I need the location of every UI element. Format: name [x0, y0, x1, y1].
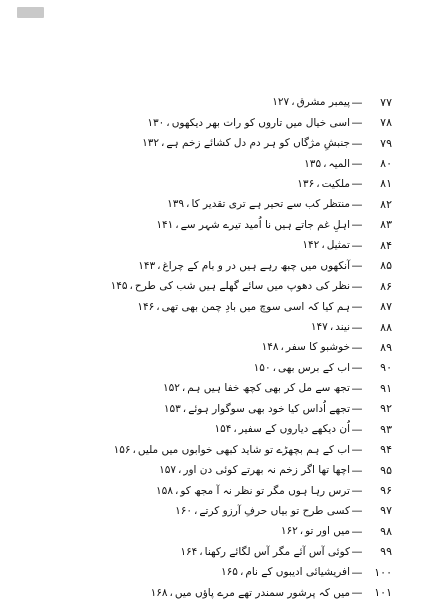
toc-entry: [92, 215, 392, 235]
toc-entry: [92, 542, 392, 562]
entry-separator: ،: [175, 218, 179, 231]
entry-dash: —: [351, 238, 363, 252]
entry-separator: ،: [181, 382, 186, 395]
entry-title: پیمبر مشرق: [296, 96, 350, 109]
entry-number: ۸۸: [380, 320, 392, 334]
entry-page: ۱۳۰: [147, 116, 165, 129]
entry-dash: —: [351, 545, 363, 559]
toc-entry: [92, 419, 392, 439]
entry-separator: ،: [321, 239, 325, 252]
entry-page: ۱۴۵: [110, 280, 128, 293]
toc-entry: [92, 92, 392, 112]
entry-number: ۹۵: [380, 463, 392, 477]
entry-title: اہلِ غم جاتے ہیں نا اُمید تیرے شہر سے: [180, 218, 350, 231]
entry-separator: ،: [182, 402, 187, 415]
entry-separator: ،: [157, 259, 161, 272]
entry-dash: —: [351, 422, 363, 436]
entry-title: تجھے اُداس کیا خود بھی سوگوار ہوئے: [188, 402, 350, 415]
entry-page: ۱۵۸: [156, 484, 173, 497]
toc-entry: [92, 256, 392, 276]
entry-separator: ،: [329, 321, 334, 334]
entry-dash: —: [351, 402, 363, 416]
entry-dash: —: [351, 565, 363, 579]
entry-dash: —: [351, 300, 363, 314]
entry-number: ۹۷: [380, 504, 392, 518]
entry-title: المیہ: [328, 157, 350, 170]
entry-number: ۷۸: [380, 116, 392, 130]
entry-page: ۱۶۰: [175, 504, 193, 517]
toc-entry: [92, 562, 392, 582]
entry-page: ۱۵۷: [159, 464, 176, 477]
entry-title: کوئی آس آئے مگر آس لگائے رکھنا: [204, 545, 350, 558]
entry-number: ۹۴: [380, 443, 392, 457]
entry-number: ۸۷: [380, 300, 392, 314]
entry-page: ۱۶۲: [280, 525, 298, 538]
entry-number: ۹۶: [380, 484, 392, 498]
entry-page: ۱۴۱: [156, 218, 174, 231]
entry-separator: ،: [132, 443, 136, 456]
toc-entry: [92, 439, 392, 459]
entry-dash: —: [351, 116, 363, 130]
entry-title: آنکھوں میں چبھ رہے ہیں در و بام کے چراغ: [162, 259, 350, 272]
entry-page: ۱۵۰: [253, 361, 271, 374]
entry-number: ۸۱: [380, 177, 392, 191]
entry-separator: ،: [194, 504, 198, 517]
entry-page: ۱۳۲: [142, 137, 160, 150]
entry-page: ۱۵۶: [113, 443, 131, 456]
entry-separator: ،: [239, 566, 244, 579]
entry-dash: —: [351, 361, 363, 375]
entry-number: ۹۸: [380, 524, 392, 538]
entry-page: ۱۵۴: [214, 423, 232, 436]
entry-title: میں کہ پرشور سمندر تھے مرے پاؤں میں: [174, 586, 350, 599]
entry-page: ۱۴۸: [261, 341, 279, 354]
entry-title: اب کے ہم بچھڑے تو شاید کبھی خوابوں میں ملیں: [137, 443, 350, 456]
entry-page: ۱۲۷: [272, 96, 290, 109]
entry-dash: —: [351, 443, 363, 457]
entry-separator: ،: [177, 464, 182, 477]
entry-title: اچھا تھا اگر زخم نہ بھرتے کوئی دن اور: [183, 464, 350, 477]
entry-page: ۱۴۲: [302, 239, 320, 252]
toc-entry: [92, 501, 392, 521]
entry-number: ۸۳: [380, 218, 392, 232]
toc-entry: [92, 235, 392, 255]
entry-title: افریشیائی ادیبوں کے نام: [245, 566, 350, 579]
toc-entry: [92, 194, 392, 214]
entry-dash: —: [351, 218, 363, 232]
entry-dash: —: [351, 95, 363, 109]
entry-title: ملکیت: [321, 177, 350, 190]
entry-dash: —: [351, 259, 363, 273]
entry-page: ۱۴۷: [310, 321, 328, 334]
entry-title: خوشبو کا سفر: [285, 341, 350, 354]
entry-page: ۱۵۲: [162, 382, 180, 395]
entry-title: نظر کی دھوپ میں سائے گھلے ہیں شب کی طرح: [134, 280, 350, 293]
entry-number: ۹۳: [380, 422, 392, 436]
entry-title: اب کے برس بھی: [277, 361, 350, 374]
entry-title: اسی خیال میں تاروں کو رات بھر دیکھوں: [171, 116, 350, 129]
entry-separator: ،: [186, 198, 190, 211]
entry-dash: —: [351, 157, 363, 171]
entry-title: ترس رہا ہوں مگر تو نظر نہ آ مجھ کو: [180, 484, 350, 497]
toc-entry: [92, 296, 392, 316]
entry-separator: ،: [291, 96, 295, 109]
entry-separator: ،: [156, 300, 160, 313]
entry-page: ۱۳۶: [297, 177, 315, 190]
entry-separator: ،: [129, 280, 133, 293]
entry-page: ۱۶۵: [221, 566, 238, 579]
entry-number: ۸۰: [380, 157, 392, 171]
entry-title: ہم کیا کہ اسی سوچ میں بادِ چمن بھی تھی: [161, 300, 350, 313]
toc-entry: [92, 174, 392, 194]
entry-number: ۸۹: [380, 340, 392, 354]
entry-page: ۱۳۹: [167, 198, 185, 211]
entry-dash: —: [351, 279, 363, 293]
entry-dash: —: [351, 484, 363, 498]
entry-dash: —: [351, 504, 363, 518]
entry-page: ۱۵۳: [163, 402, 181, 415]
toc-entry: [92, 480, 392, 500]
entry-number: ۹۰: [380, 361, 392, 375]
entry-number: ۱۰۱: [374, 586, 392, 600]
entry-separator: ،: [166, 116, 170, 129]
toc-entry: [92, 460, 392, 480]
entry-dash: —: [351, 320, 363, 334]
entry-number: ۷۹: [380, 136, 392, 150]
entry-number: ۸۶: [380, 279, 392, 293]
corner-mark: [17, 7, 44, 18]
toc-entry: [92, 399, 392, 419]
entry-separator: ،: [299, 525, 304, 538]
entry-dash: —: [351, 463, 363, 477]
entry-dash: —: [351, 197, 363, 211]
entry-page: ۱۶۸: [150, 586, 168, 599]
toc-entry: [92, 276, 392, 296]
toc-entry: [92, 583, 392, 603]
entry-title: جنبشِ مژگاں کو ہر دم دل کشائے زخم ہے: [166, 137, 350, 150]
entry-number: ۸۴: [380, 238, 392, 252]
toc-entry: [92, 112, 392, 132]
toc-entry: [92, 337, 392, 357]
entry-separator: ،: [174, 484, 179, 497]
table-of-contents: [92, 92, 392, 603]
entry-number: ۸۲: [380, 197, 392, 211]
entry-page: ۱۳۵: [304, 157, 322, 170]
entry-title: تمثیل: [326, 239, 350, 252]
toc-entry: [92, 133, 392, 153]
entry-separator: ،: [323, 157, 327, 170]
entry-dash: —: [351, 586, 363, 600]
entry-title: تجھ سے مل کر بھی کچھ خفا ہیں ہم: [187, 382, 350, 395]
entry-separator: ،: [316, 177, 320, 190]
entry-title: اُن دیکھے دیاروں کے سفیر: [238, 423, 350, 436]
entry-number: ۹۹: [380, 545, 392, 559]
entry-number: ۱۰۰: [374, 565, 392, 579]
entry-separator: ،: [233, 423, 237, 436]
entry-separator: ،: [161, 137, 165, 150]
entry-page: ۱۶۴: [180, 545, 198, 558]
entry-dash: —: [351, 340, 363, 354]
entry-separator: ،: [199, 545, 203, 558]
toc-entry: [92, 358, 392, 378]
toc-entry: [92, 378, 392, 398]
entry-separator: ،: [169, 586, 173, 599]
entry-title: کسی طرح تو بیاں حرفِ آرزو کرتے: [199, 504, 350, 517]
entry-title: میں اور تو: [305, 525, 350, 538]
toc-entry: [92, 521, 392, 541]
entry-page: ۱۴۳: [138, 259, 156, 272]
entry-number: ۸۵: [380, 259, 392, 273]
entry-dash: —: [351, 136, 363, 150]
entry-number: ۹۱: [380, 381, 392, 395]
entry-page: ۱۴۶: [137, 300, 155, 313]
entry-dash: —: [351, 524, 363, 538]
entry-separator: ،: [280, 341, 284, 354]
entry-dash: —: [351, 381, 363, 395]
entry-title: نیند: [335, 321, 350, 334]
entry-dash: —: [351, 177, 363, 191]
toc-entry: [92, 153, 392, 173]
entry-separator: ،: [272, 361, 276, 374]
entry-number: ۷۷: [380, 95, 392, 109]
entry-number: ۹۲: [380, 402, 392, 416]
toc-entry: [92, 317, 392, 337]
entry-title: منتظر کب سے تحیر ہے تری تقدیر کا: [191, 198, 350, 211]
